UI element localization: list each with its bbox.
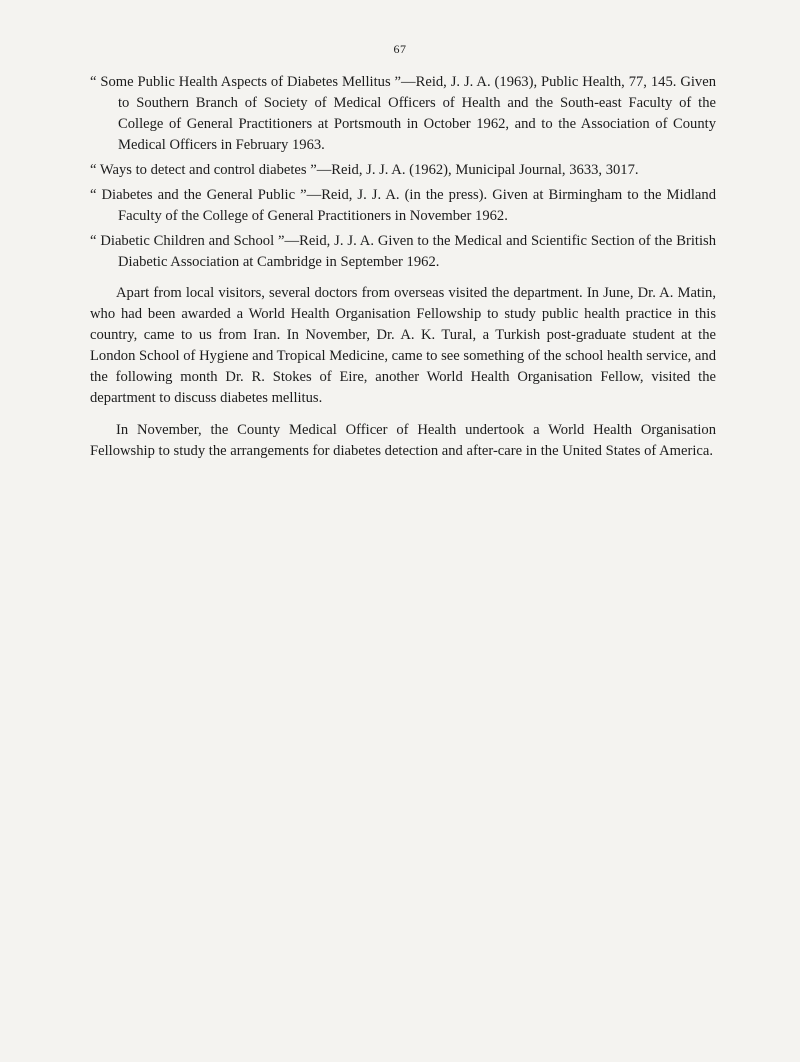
reference-list	[90, 72, 716, 273]
reference-item: “ Diabetes and the General Public ”—Reid, J. J. A. (in the press). Given at Birmingham to the Midland Faculty of the College of General Practitioners in November 1962.	[90, 187, 716, 224]
reference-item: “ Diabetic Children and School ”—Reid, J. J. A. Given to the Medical and Scientific Section of the British Diabetic Association at Cambridge in September 1962.	[90, 233, 716, 270]
page-body	[90, 72, 716, 462]
reference-item: “ Some Public Health Aspects of Diabetes Mellitus ”—Reid, J. J. A. (1963), Public Health, 77, 145. Given to Southern Branch of Society of Medical Officers of Health and the South-east Faculty of the College of General Practitioners at Portsmouth in October 1962, and to the Association of County Medical Officers in February 1963.	[90, 74, 716, 153]
fellowship-paragraph: In November, the County Medical Officer of Health undertook a World Health Organisation Fellowship to study the arrangements for diabetes detection and after-care in the United States of America.	[90, 422, 716, 459]
reference-item: “ Ways to detect and control diabetes ”—Reid, J. J. A. (1962), Municipal Journal, 3633, 3017.	[90, 162, 639, 178]
page-number: 67	[393, 42, 407, 56]
overseas-visitors-paragraph: Apart from local visitors, several doctors from overseas visited the department. In June, Dr. A. Matin, who had been awarded a World Health Organisation Fellowship to study public health practice in this country, came to us from Iran. In November, Dr. A. K. Tural, a Turkish post-graduate student at the London School of Hygiene and Tropical Medicine, came to see something of the school health service, and the following month Dr. R. Stokes of Eire, another World Health Organisation Fellow, visited the department to discuss diabetes mellitus.	[90, 285, 716, 406]
